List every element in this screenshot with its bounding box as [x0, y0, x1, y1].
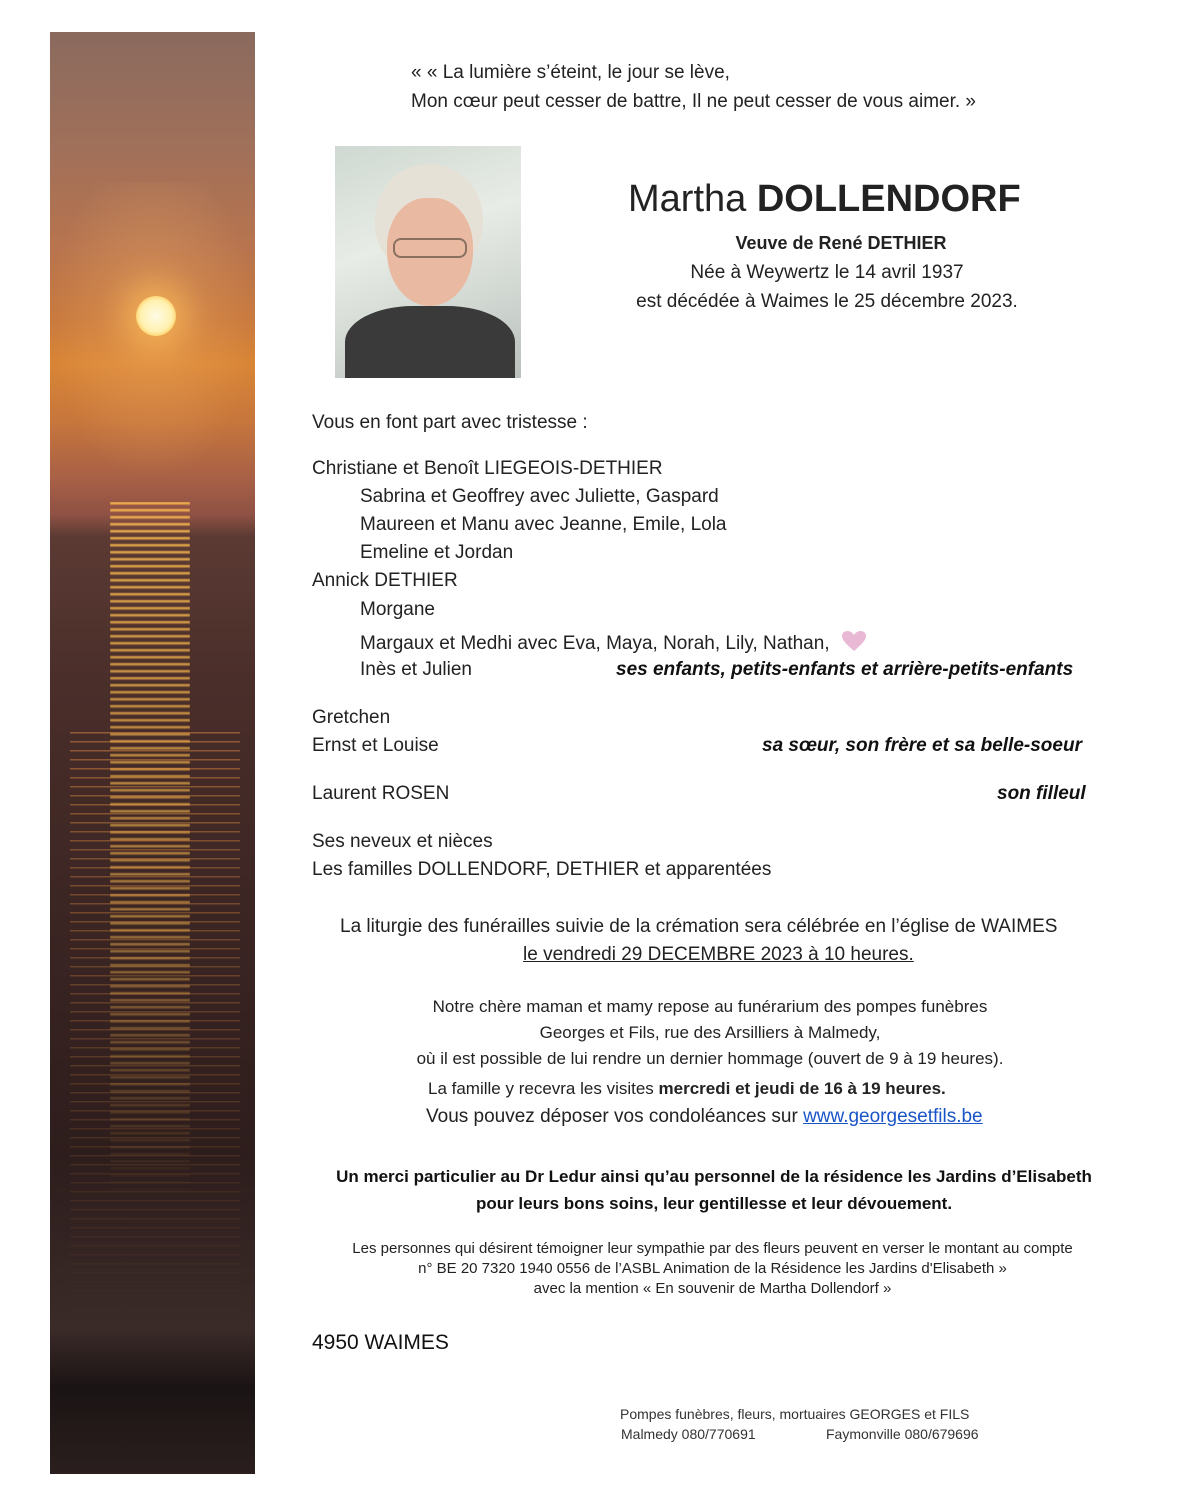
family-line-11: Laurent ROSEN — [312, 783, 450, 804]
family-line-8: Inès et Julien — [360, 659, 472, 680]
donation-line-1: Les personnes qui désirent témoigner leur sympathie par des fleurs peuvent en verser le montant au compte — [352, 1240, 1073, 1257]
quote-line-2: Mon cœur peut cesser de battre, Il ne peut cesser de vous aimer. » — [411, 91, 976, 112]
family-line-12: Ses neveux et nièces — [312, 831, 493, 852]
resting-line-2: Georges et Fils, rue des Arsilliers à Malmedy, — [539, 1023, 881, 1042]
quote — [411, 58, 976, 116]
family-line-4: Emeline et Jordan — [360, 542, 514, 563]
birth-info: Née à Weywertz le 14 avril 1937 — [690, 262, 964, 283]
portrait-photo — [335, 146, 521, 378]
announcement-intro: Vous en font part avec tristesse : — [312, 412, 588, 433]
first-name: Martha — [628, 178, 747, 220]
family-line-2: Sabrina et Geoffrey avec Juliette, Gaspard — [360, 486, 719, 507]
condolences-link[interactable]: www.georgesetfils.be — [803, 1106, 983, 1127]
donation-line-2: n° BE 20 7320 1940 0556 de l’ASBL Animation de la Résidence les Jardins d'Elisabeth » — [418, 1260, 1007, 1277]
heart-icon — [841, 630, 867, 652]
thanks-line-1: Un merci particulier au Dr Ledur ainsi qu’au personnel de la résidence les Jardins d’Elisabeth — [336, 1167, 1092, 1186]
condolences-info — [426, 1106, 983, 1128]
relation-children: ses enfants, petits-enfants et arrière-petits-enfants — [616, 659, 1074, 680]
condolences-prefix: Vous pouvez déposer vos condoléances sur — [426, 1106, 804, 1127]
relation-godson: son filleul — [997, 783, 1086, 804]
thanks-note — [300, 1163, 1128, 1217]
sunset-image — [50, 32, 255, 1474]
resting-place — [300, 994, 1120, 1072]
footer-phone-faymonville: Faymonville 080/679696 — [826, 1426, 979, 1442]
family-line-13: Les familles DOLLENDORF, DETHIER et apparentées — [312, 859, 772, 880]
family-line-10: Ernst et Louise — [312, 735, 439, 756]
footer-company: Pompes funèbres, fleurs, mortuaires GEORGES et FILS — [620, 1406, 970, 1422]
thanks-line-2: pour leurs bons soins, leur gentillesse et leur dévouement. — [475, 1194, 953, 1213]
deceased-name — [628, 178, 1021, 221]
family-line-5: Annick DETHIER — [312, 570, 458, 591]
resting-line-3: où il est possible de lui rendre un dernier hommage (ouvert de 9 à 19 heures). — [416, 1049, 1004, 1068]
quote-line-1: « « La lumière s’éteint, le jour se lève, — [411, 62, 730, 83]
widow-of: Veuve de René DETHIER — [735, 233, 947, 253]
visits-times: mercredi et jeudi de 16 à 19 heures. — [658, 1079, 946, 1098]
relation-siblings: sa sœur, son frère et sa belle-soeur — [762, 735, 1082, 756]
death-info: est décédée à Waimes le 25 décembre 2023. — [636, 291, 1018, 312]
family-line-1: Christiane et Benoît LIEGEOIS-DETHIER — [312, 458, 663, 479]
visits-prefix: La famille y recevra les visites — [428, 1079, 659, 1098]
ceremony-info: La liturgie des funérailles suivie de la crémation sera célébrée en l’église de WAIMES — [340, 916, 1058, 937]
family-line-9: Gretchen — [312, 707, 391, 728]
family-line-7 — [360, 630, 867, 655]
family-line-6: Morgane — [360, 599, 435, 620]
address: 4950 WAIMES — [312, 1331, 449, 1354]
donation-line-3: avec la mention « En souvenir de Martha Dollendorf » — [533, 1280, 892, 1297]
family-line-3: Maureen et Manu avec Jeanne, Emile, Lola — [360, 514, 727, 535]
visits-info — [428, 1079, 946, 1099]
last-name: DOLLENDORF — [756, 178, 1021, 220]
resting-line-1: Notre chère maman et mamy repose au funérarium des pompes funèbres — [432, 997, 988, 1016]
water-sparkles — [70, 732, 240, 1332]
sun — [136, 296, 176, 336]
ceremony-date: le vendredi 29 DECEMBRE 2023 à 10 heures. — [523, 944, 914, 965]
donation-note — [285, 1239, 1140, 1299]
footer-phone-malmedy: Malmedy 080/770691 — [621, 1426, 756, 1442]
family-line-7-text: Margaux et Medhi avec Eva, Maya, Norah, Lily, Nathan, — [360, 633, 830, 654]
